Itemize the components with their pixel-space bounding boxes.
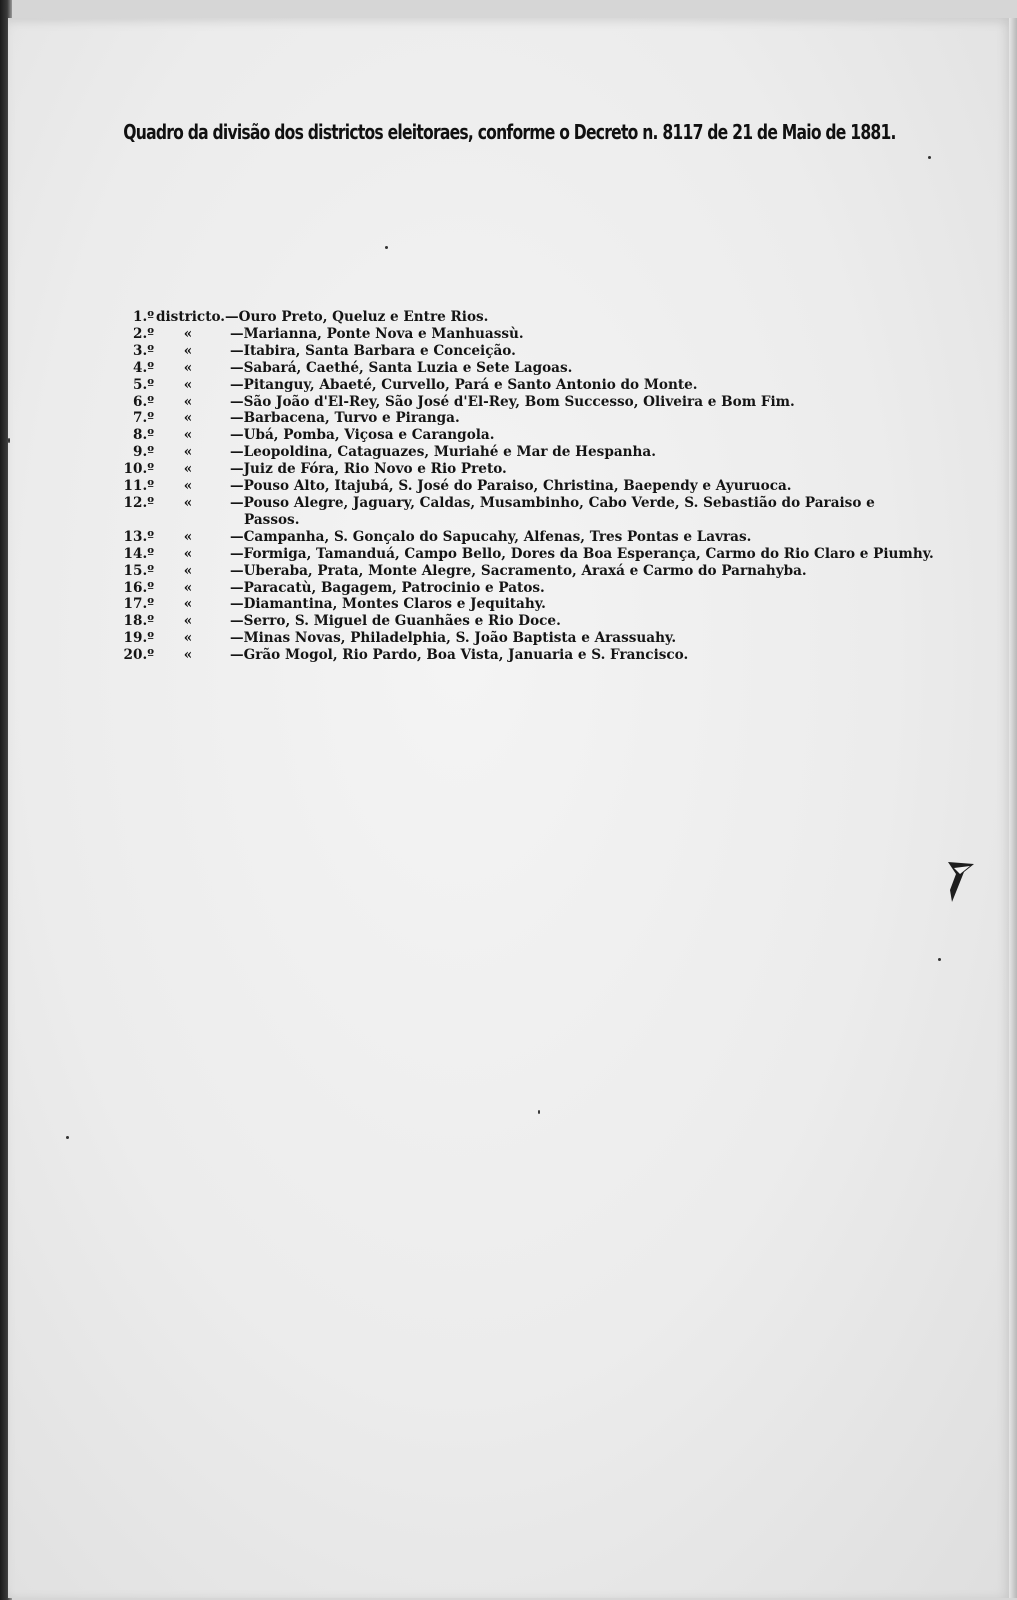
district-places: —Barbacena, Turvo e Piranga. xyxy=(230,410,460,427)
ditto-mark: « xyxy=(183,376,193,393)
district-entry xyxy=(114,444,934,461)
page-edge xyxy=(1009,18,1017,1598)
district-entry xyxy=(114,529,934,546)
ditto-mark: « xyxy=(183,393,193,410)
paper-sheet xyxy=(8,18,1011,1598)
ink-speck xyxy=(66,1136,69,1139)
district-number: 18.º xyxy=(123,613,154,630)
ditto-mark: « xyxy=(183,528,193,545)
district-entry xyxy=(114,427,934,444)
district-places: —Ouro Preto, Queluz e Entre Rios. xyxy=(225,309,489,325)
district-number: 9.º xyxy=(133,444,154,461)
district-number: 8.º xyxy=(133,427,154,444)
district-entry xyxy=(114,647,934,664)
ditto-mark: « xyxy=(183,427,193,444)
district-list xyxy=(114,309,934,664)
district-entry xyxy=(114,478,934,495)
ink-speck xyxy=(938,958,941,961)
district-number: 10.º xyxy=(123,461,154,478)
district-entry xyxy=(114,394,934,411)
district-entry xyxy=(114,326,934,343)
ditto-mark: « xyxy=(183,494,193,511)
district-number: 11.º xyxy=(123,478,154,495)
ditto-mark: « xyxy=(183,478,193,495)
district-number: 5.º xyxy=(133,376,154,393)
district-places: —Juiz de Fóra, Rio Novo e Rio Preto. xyxy=(230,461,507,478)
district-places: —Paracatù, Bagagem, Patrocinio e Patos. xyxy=(230,579,545,596)
ditto-mark: « xyxy=(183,579,193,596)
district-number: 17.º xyxy=(123,596,154,613)
district-places: —Campanha, S. Gonçalo do Sapucahy, Alfenas, Tres Pontas e Lavras. xyxy=(230,528,752,545)
district-places: —Diamantina, Montes Claros e Jequitahy. xyxy=(230,596,546,613)
district-number: 15.º xyxy=(123,562,154,579)
district-entry xyxy=(114,377,934,394)
district-number: 4.º xyxy=(133,359,154,376)
document-title: Quadro da divisão dos districtos eleitoraes, conforme o Decreto n. 8117 de 21 de Maio de 1881. xyxy=(123,120,896,144)
district-places: —Itabira, Santa Barbara e Conceição. xyxy=(230,342,516,359)
district-places: —Formiga, Tamanduá, Campo Bello, Dores da Boa Esperança, Carmo do Rio Claro e Piumhy. xyxy=(230,545,934,562)
ink-speck xyxy=(928,156,931,159)
district-number: 6.º xyxy=(133,393,154,410)
district-label: districto. xyxy=(156,309,226,325)
district-number: 19.º xyxy=(123,630,154,647)
ditto-mark: « xyxy=(183,325,193,342)
ditto-mark: « xyxy=(183,630,193,647)
district-number: 12.º xyxy=(123,494,154,511)
district-entry xyxy=(114,613,934,630)
ditto-mark: « xyxy=(183,461,193,478)
district-entry xyxy=(114,343,934,360)
district-places: —Leopoldina, Cataguazes, Muriahé e Mar de Hespanha. xyxy=(230,444,656,461)
district-number: 2.º xyxy=(133,325,154,342)
district-entry xyxy=(114,596,934,613)
district-entry xyxy=(114,580,934,597)
district-entry xyxy=(114,410,934,427)
ditto-mark: « xyxy=(183,342,193,359)
district-places: —Pitanguy, Abaeté, Curvello, Pará e Santo Antonio do Monte. xyxy=(230,376,698,393)
district-number: 14.º xyxy=(123,545,154,562)
district-entry xyxy=(114,309,934,326)
district-places: —Ubá, Pomba, Viçosa e Carangola. xyxy=(230,427,495,444)
district-places: —Grão Mogol, Rio Pardo, Boa Vista, Januaria e S. Francisco. xyxy=(230,647,689,664)
ditto-mark: « xyxy=(183,562,193,579)
district-number: 16.º xyxy=(123,579,154,596)
ink-speck xyxy=(385,246,388,249)
ditto-mark: « xyxy=(183,410,193,427)
ink-speck xyxy=(538,1110,540,1114)
district-number: 20.º xyxy=(123,647,154,664)
district-places: —Pouso Alegre, Jaguary, Caldas, Musambinho, Cabo Verde, S. Sebastião do Paraiso e Passos. xyxy=(230,494,875,528)
ink-speck xyxy=(8,438,10,443)
ditto-mark: « xyxy=(183,596,193,613)
district-number: 13.º xyxy=(123,528,154,545)
district-entry xyxy=(114,546,934,563)
ditto-mark: « xyxy=(183,545,193,562)
district-number: 1.º xyxy=(133,309,154,325)
ditto-mark: « xyxy=(183,647,193,664)
district-entry xyxy=(114,360,934,377)
district-places: —Uberaba, Prata, Monte Alegre, Sacramento, Araxá e Carmo do Parnahyba. xyxy=(230,562,807,579)
ditto-mark: « xyxy=(183,359,193,376)
district-places: —São João d'El-Rey, São José d'El-Rey, Bom Successo, Oliveira e Bom Fim. xyxy=(230,393,795,410)
ditto-mark: « xyxy=(183,444,193,461)
district-places: —Pouso Alto, Itajubá, S. José do Paraiso, Christina, Baependy e Ayuruoca. xyxy=(230,478,792,495)
district-entry xyxy=(114,563,934,580)
district-entry xyxy=(114,630,934,647)
paper-tear-mark xyxy=(946,860,976,904)
district-places: —Serro, S. Miguel de Guanhães e Rio Doce. xyxy=(230,613,561,630)
district-places: —Sabará, Caethé, Santa Luzia e Sete Lagoas. xyxy=(230,359,573,376)
district-entry xyxy=(114,495,934,529)
district-places: —Minas Novas, Philadelphia, S. João Baptista e Arassuahy. xyxy=(230,630,677,647)
district-number: 3.º xyxy=(133,342,154,359)
district-entry xyxy=(114,461,934,478)
district-number: 7.º xyxy=(133,410,154,427)
district-places: —Marianna, Ponte Nova e Manhuassù. xyxy=(230,325,524,342)
ditto-mark: « xyxy=(183,613,193,630)
